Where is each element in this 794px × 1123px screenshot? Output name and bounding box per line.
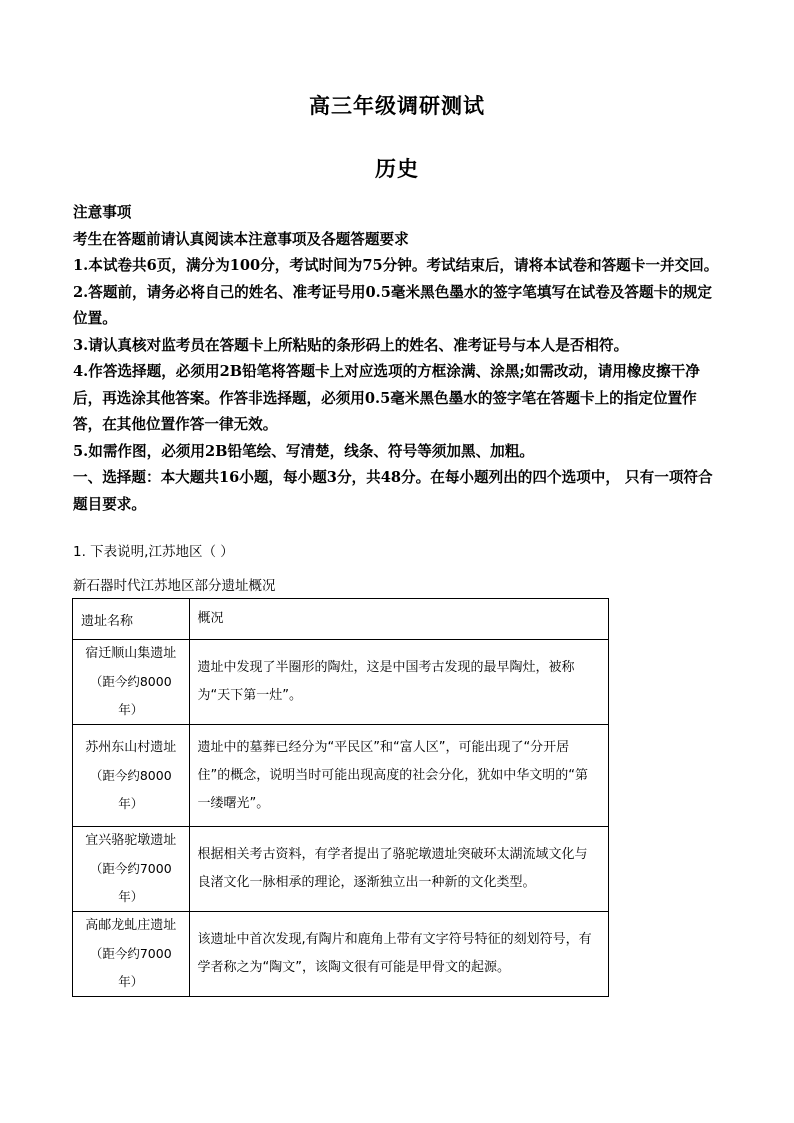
section-heading: 一、选择题：本大题共16小题，每小题3分，共48分。在每小题列出的四个选项中， 只有一项符合题目要求。: [73, 469, 713, 513]
site-name: 苏州东山村遗址: [85, 739, 177, 755]
question-stem: 1. 下表说明,江苏地区（ ）: [73, 544, 234, 560]
exam-title: 高三年级调研测试: [309, 93, 485, 118]
site-description: 根据相关考古资料，有学者提出了骆驼墩遗址突破环太湖流域文化与良渚文化一脉相承的理论，逐渐独立出一种新的文化类型。: [189, 827, 609, 912]
instruction-item: 2.答题前，请务必将自己的姓名、准考证号用0.5毫米黑色墨水的签字笔填写在试卷及答题卡的规定位置。: [73, 283, 712, 327]
instruction-item: 1.本试卷共6页，满分为100分，考试时间为75分钟。考试结束后，请将本试卷和答题卡一并交回。: [73, 257, 719, 274]
site-description: 遗址中发现了半圈形的陶灶，这是中国考古发现的最早陶灶，被称为“天下第一灶”。: [189, 640, 609, 725]
table-row: [73, 725, 609, 827]
instruction-item: 3.请认真核对监考员在答题卡上所粘贴的条形码上的姓名、准考证号与本人是否相符。: [73, 336, 629, 354]
site-cell: [73, 725, 190, 827]
site-cell: [73, 912, 190, 997]
table-header-row: [73, 599, 609, 640]
site-name: 宿迁顺山集遗址: [85, 646, 177, 661]
site-name: 高邮龙虬庄遗址: [85, 918, 177, 933]
site-age: （距今约7000年）: [89, 946, 172, 989]
site-description: 遗址中的墓葬已经分为“平民区”和“富人区”，可能出现了“分开居住”的概念，说明当时可能出现高度的社会分化，犹如中华文明的“第一缕曙光”。: [189, 725, 609, 827]
site-age: （距今约8000年）: [89, 767, 172, 811]
column-header-overview: 概况: [189, 599, 609, 640]
instruction-item: 4.作答选择题，必须用2B铅笔将答题卡上对应选项的方框涂满、涂黑;如需改动，请用橡皮擦干净后，再选涂其他答案。作答非选择题，必须用0.5毫米黑色墨水的签字笔在答题卡上的指定位置作答，在其他位置作答一律无效。: [73, 363, 700, 433]
site-age: （距今约7000年）: [89, 861, 172, 904]
site-cell: [73, 640, 190, 725]
instruction-item: 5.如需作图，必须用2B铅笔绘、写清楚，线条、符号等须加黑、加粗。: [73, 442, 534, 460]
instructions-intro: 考生在答题前请认真阅读本注意事项及各题答题要求: [73, 230, 409, 248]
sites-table: [72, 598, 609, 997]
exam-subject: 历史: [375, 156, 419, 181]
instructions-block: [73, 200, 723, 518]
table-caption: 新石器时代江苏地区部分遗址概况: [73, 578, 276, 594]
site-description: 该遗址中首次发现,有陶片和鹿角上带有文字符号特征的刻划符号，有学者称之为“陶文”，该陶文很有可能是甲骨文的起源。: [189, 912, 609, 997]
table-row: [73, 640, 609, 725]
instructions-heading: 注意事项: [73, 204, 132, 221]
table-row: [73, 912, 609, 997]
table-row: [73, 827, 609, 912]
column-header-site-name: 遗址名称: [73, 599, 190, 640]
site-name: 宜兴骆驼墩遗址: [85, 833, 177, 848]
site-age: （距今约8000年）: [89, 674, 172, 717]
site-cell: [73, 827, 190, 912]
